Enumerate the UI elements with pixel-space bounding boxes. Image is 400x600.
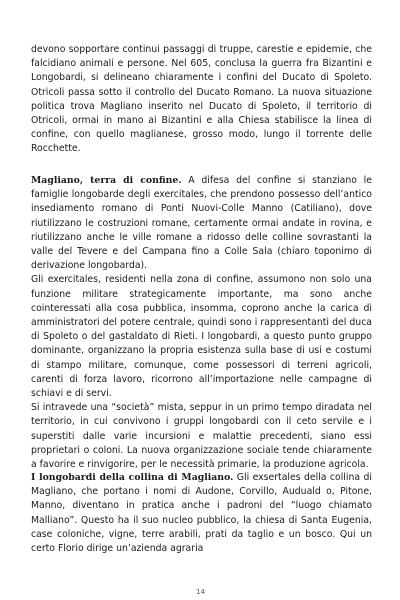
intro-text: devono sopportare continui passaggi di truppe, carestie e epidemie, che falcidiano animali e persone. Nel 605, conclusa la guerra fra Bizantini e Longobardi, si delineano chiaramente i confini del Ducato di Spoleto. Otricoli passa sotto il controllo del Ducato Romano. La nuova situazione politica trova Magliano inserito nel Ducato di Spoleto, il territorio di Otricoli, ormai in mano ai Bizantini e alla Chiesa stabilisce la linea di confine, con quello maglianese, grosso modo, lungo il torrente delle Rocchette. (31, 44, 372, 155)
section-collina (31, 471, 372, 556)
section-confine (31, 174, 372, 472)
confine-paragraph-3: Si intravede una “società” mista, seppur in un primo tempo diradata nel territorio, in cui convivono i gruppi longobardi con il ceto servile e i superstiti dalle varie incursioni e malattie precedenti, siano essi proprietari o coloni. La nuova organizzazione sociale tende chiaramente a favorire e rinvigorire, per le necessità primarie, la produzione agricola. (31, 402, 372, 471)
confine-paragraph-1 (31, 174, 372, 273)
section-heading-confine: Magliano, terra di confine. (31, 175, 182, 186)
section-heading-collina: I longobardi della collina di Magliano. (31, 472, 234, 483)
confine-paragraph-2: Gli exercitales, residenti nella zona di confine, assumono non solo una funzione militare strategicamente importante, ma sono anche cointeressati alla cosa pubblica, insomma, coprono anche la carica di amministratori del potere centrale, quindi sono i rappresentanti del duca di Spoleto o del gastaldato di Rieti. I longobardi, a questo punto gruppo dominante, organizzano la propria esistenza sulla base di usi e costumi di stampo militare, comunque, come possessori di terreni agricoli, carenti di forza lavoro, ricorrono all’importazione nelle campagne di schiavi e di servi. (31, 274, 372, 400)
page-number: 14 (196, 588, 205, 596)
intro-paragraph (31, 43, 372, 157)
confine-text-1: A difesa del confine si stanziano le famiglie longobarde degli exercitales, che prendono possesso dell’antico insediamento romano di Ponti Nuovi-Colle Manno (Catiliano), dove riutilizzano le costruzioni romane, certamente ormai andate in rovina, e riutilizzano anche le ville romane a ridosso delle colline sovrastanti la valle del Tevere e del Campana fino a Colle Sala (chiaro toponimo di derivazione longobarda). (31, 175, 372, 272)
collina-text-1: Gli exsertales della collina di Magliano, che portano i nomi di Audone, Corvillo, Auduald o, Pitone, Manno, diventano in pratica anche i padroni del “luogo chiamato Malliano”. Questo ha il suo nucleo pubblico, la chiesa di Santa Eugenia, case coloniche, vigne, terre arabili, prati da taglio e un bosco. Qui un certo Florio dirige un’azienda agraria (31, 472, 372, 555)
collina-paragraph-1 (31, 471, 372, 556)
